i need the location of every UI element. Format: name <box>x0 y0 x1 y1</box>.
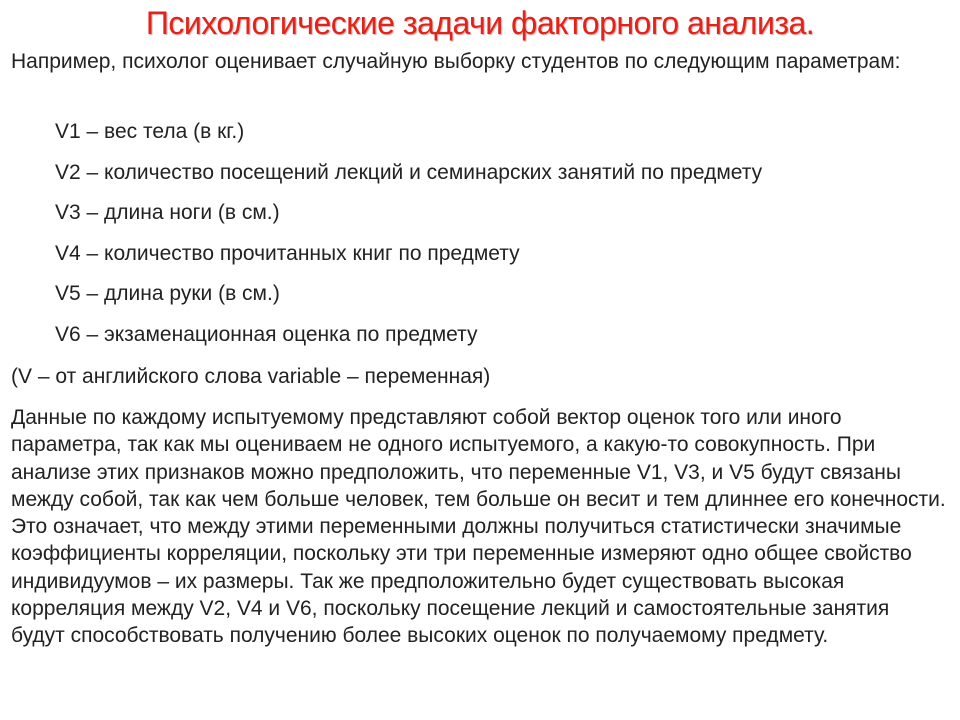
variable-item-v3: V3 – длина ноги (в см.) <box>55 201 280 225</box>
variable-item-v1: V1 – вес тела (в кг.) <box>55 120 245 143</box>
explanation-paragraph: Данные по каждому испытуемому представляют собой вектор оценок того или иного параметра, так как мы оцениваем не одного испытуемого, а какую-то совокупность. При анализе этих признаков можно предположить, что переменные V1, V3, и V5 будут связаны между собой, так как чем больше человек, тем больше он весит и тем длиннее его конечности. Это означает, что между этими переменными должны получиться статистически значимые коэффициенты корреляции, поскольку эти три переменные измеряют одно общее свойство индивидуумов – их размеры. Так же предположительно будет существовать высокая корреляция между V2, V4 и V6, поскольку посещение лекций и самостоятельные занятия будут способствовать получению более высоких оценок по получаемому предмету. <box>11 406 946 648</box>
variable-item-v2: V2 – количество посещений лекций и семинарских занятий по предмету <box>55 160 763 184</box>
slide-title: Психологические задачи факторного анализа. <box>145 5 815 41</box>
variable-list <box>55 118 762 362</box>
variable-note: (V – от английского слова variable – переменная) <box>11 365 491 388</box>
intro-text: Например, психолог оценивает случайную выборку студентов по следующим параметрам: <box>11 50 901 73</box>
variable-item-v6: V6 – экзаменационная оценка по предмету <box>55 322 478 346</box>
variable-item-v4: V4 – количество прочитанных книг по предмету <box>55 241 520 265</box>
variable-item-v5: V5 – длина руки (в см.) <box>55 282 280 306</box>
